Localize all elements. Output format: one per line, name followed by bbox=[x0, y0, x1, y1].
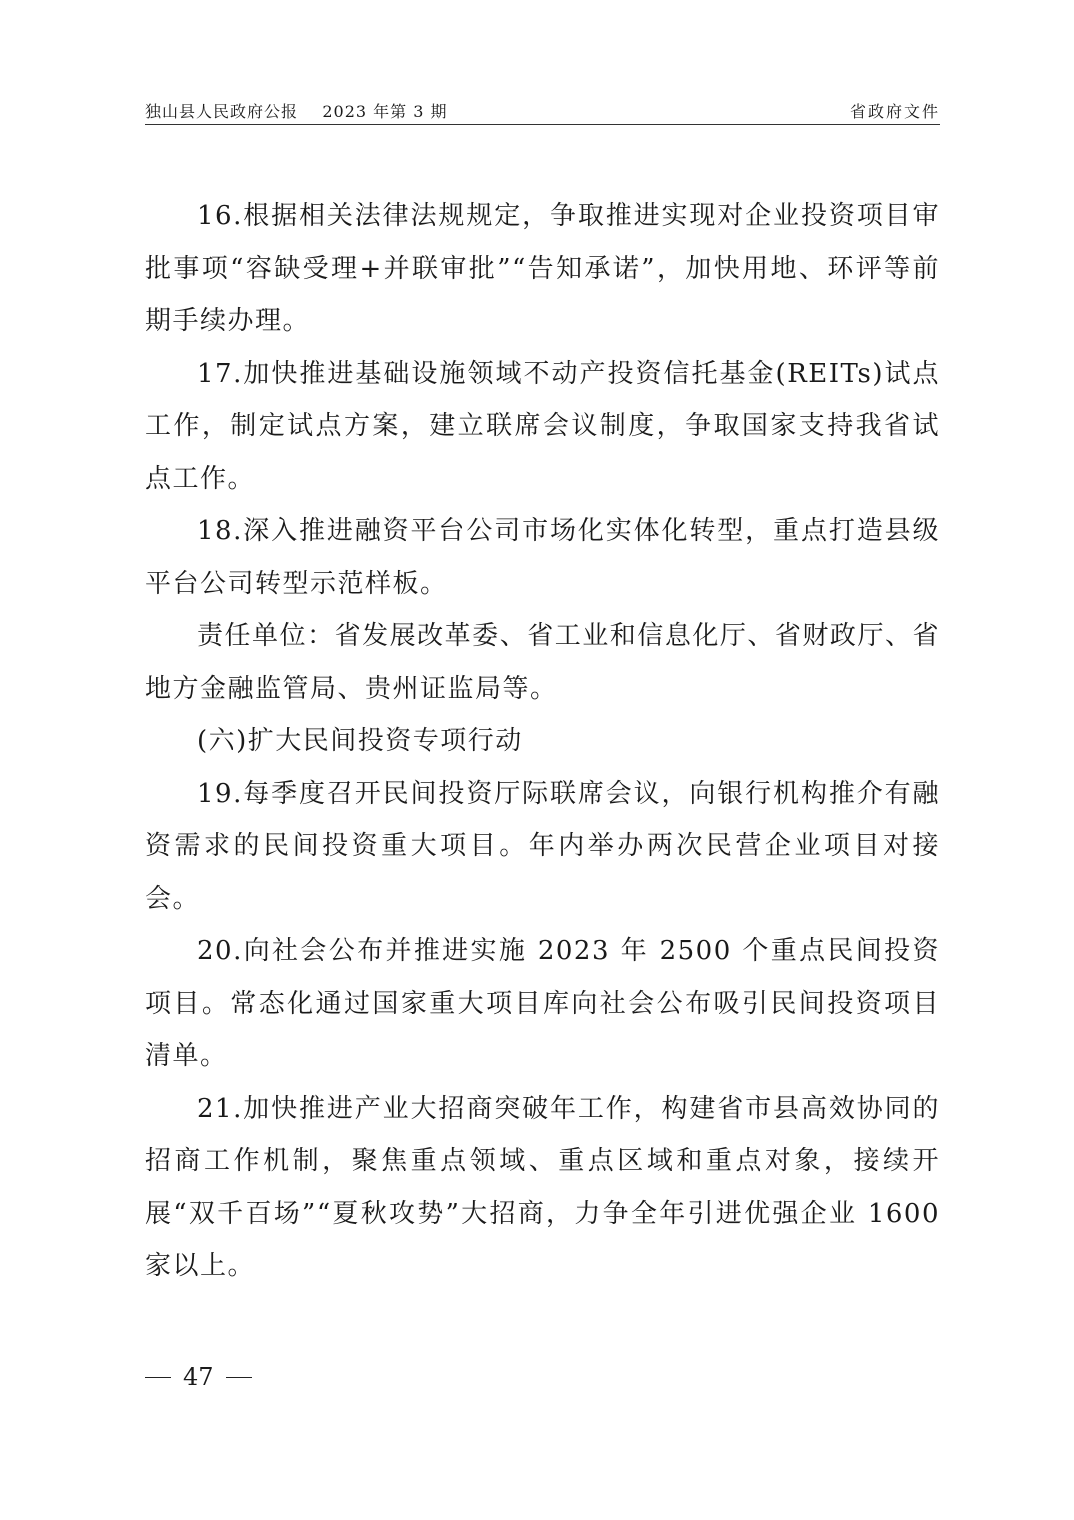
header-section: 省政府文件 bbox=[849, 102, 940, 121]
paragraph-21: 21.加快推进产业大招商突破年工作，构建省市县高效协同的招商工作机制，聚焦重点领域、重点区域和重点对象，接续开展“双千百场”“夏秋攻势”大招商，力争全年引进优强企业 1600 家以上。 bbox=[145, 1093, 940, 1281]
paragraph-20: 20.向社会公布并推进实施 2023 年 2500 个重点民间投资项目。常态化通过国家重大项目库向社会公布吸引民间投资项目清单。 bbox=[145, 936, 940, 1071]
running-header bbox=[145, 102, 940, 125]
header-publication: 独山县人民政府公报 2023 年第 3 期 bbox=[145, 102, 448, 121]
paragraph-responsible-units: 责任单位：省发展改革委、省工业和信息化厅、省财政厅、省地方金融监管局、贵州证监局等。 bbox=[145, 621, 940, 704]
document-body bbox=[145, 190, 940, 1293]
footer-dash-left bbox=[145, 1377, 171, 1378]
paragraph-18: 18.深入推进融资平台公司市场化实体化转型，重点打造县级平台公司转型示范样板。 bbox=[145, 516, 940, 599]
paragraph-16: 16.根据相关法律法规规定，争取推进实现对企业投资项目审批事项“容缺受理+并联审批”“告知承诺”，加快用地、环评等前期手续办理。 bbox=[145, 201, 940, 336]
section-heading-6: (六)扩大民间投资专项行动 bbox=[197, 726, 523, 756]
page-number: 47 bbox=[183, 1363, 214, 1391]
paragraph-17: 17.加快推进基础设施领域不动产投资信托基金(REITs)试点工作，制定试点方案，建立联席会议制度，争取国家支持我省试点工作。 bbox=[145, 358, 940, 494]
paragraph-19: 19.每季度召开民间投资厅际联席会议，向银行机构推介有融资需求的民间投资重大项目。年内举办两次民营企业项目对接会。 bbox=[145, 778, 940, 914]
footer-dash-right bbox=[226, 1377, 252, 1378]
page-footer bbox=[145, 1362, 252, 1392]
